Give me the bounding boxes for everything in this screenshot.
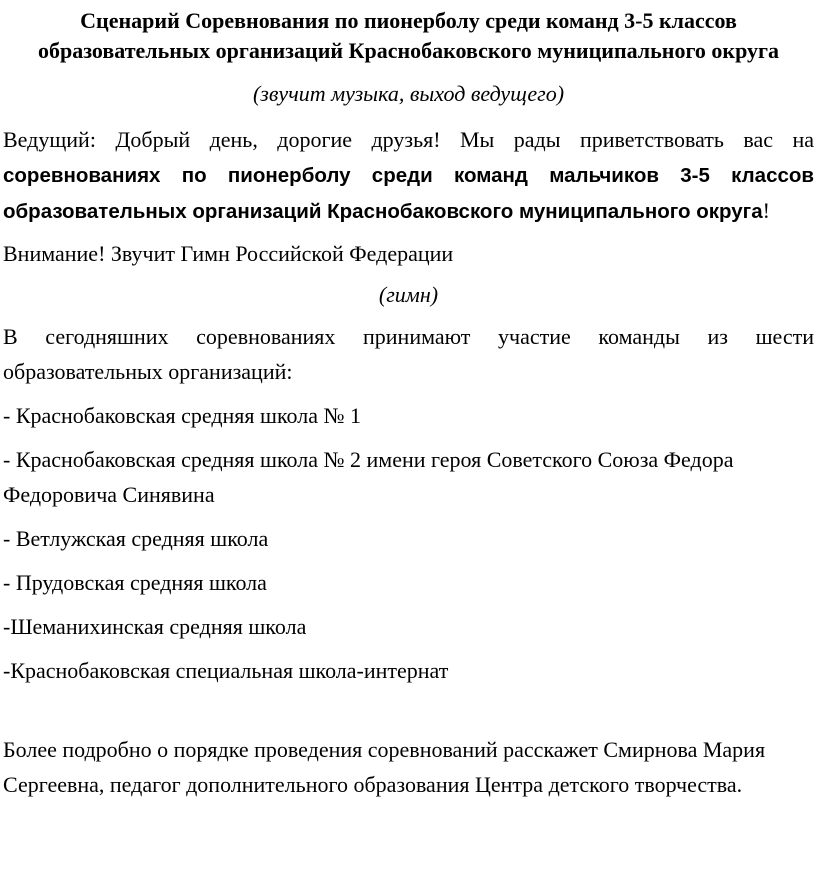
host-greeting-paragraph xyxy=(3,122,814,229)
competition-name: соревнованиях по пионерболу среди команд мальчиков 3-5 классов образовательных организаций Краснобаковского муниципального округа xyxy=(3,164,814,223)
school-list-item: - Краснобаковская средняя школа № 1 xyxy=(3,403,361,428)
school-list-item: -Шеманихинская средняя школа xyxy=(3,614,307,639)
greeting-suffix: ! xyxy=(762,198,770,223)
participants-intro: В сегодняшних соревнованиях принимают участие команды из шести образовательных организаций: xyxy=(3,324,814,384)
school-list-item: - Ветлужская средняя школа xyxy=(3,526,269,551)
greeting-text: Ведущий: Добрый день, дорогие друзья! Мы рады приветствовать вас на xyxy=(3,127,814,152)
anthem-announcement: Внимание! Звучит Гимн Российской Федерации xyxy=(3,241,454,266)
closing-paragraph: Более подробно о порядке проведения соревнований расскажет Смирнова Мария Сергеевна, педагог дополнительного образования Центра детского творчества. xyxy=(3,737,766,797)
document-title: Сценарий Соревнования по пионерболу среди команд 3-5 классов образовательных организаций Краснобаковского муниципального округа xyxy=(37,8,780,63)
stage-direction-intro: (звучит музыка, выход ведущего) xyxy=(252,81,565,106)
school-list-item: -Краснобаковская специальная школа-интернат xyxy=(3,658,449,683)
school-list-item: - Краснобаковская средняя школа № 2 имени героя Советского Союза Федора Федоровича Синявина xyxy=(3,447,734,507)
stage-direction-anthem: (гимн) xyxy=(378,282,439,307)
school-list-item: - Прудовская средняя школа xyxy=(3,570,267,595)
